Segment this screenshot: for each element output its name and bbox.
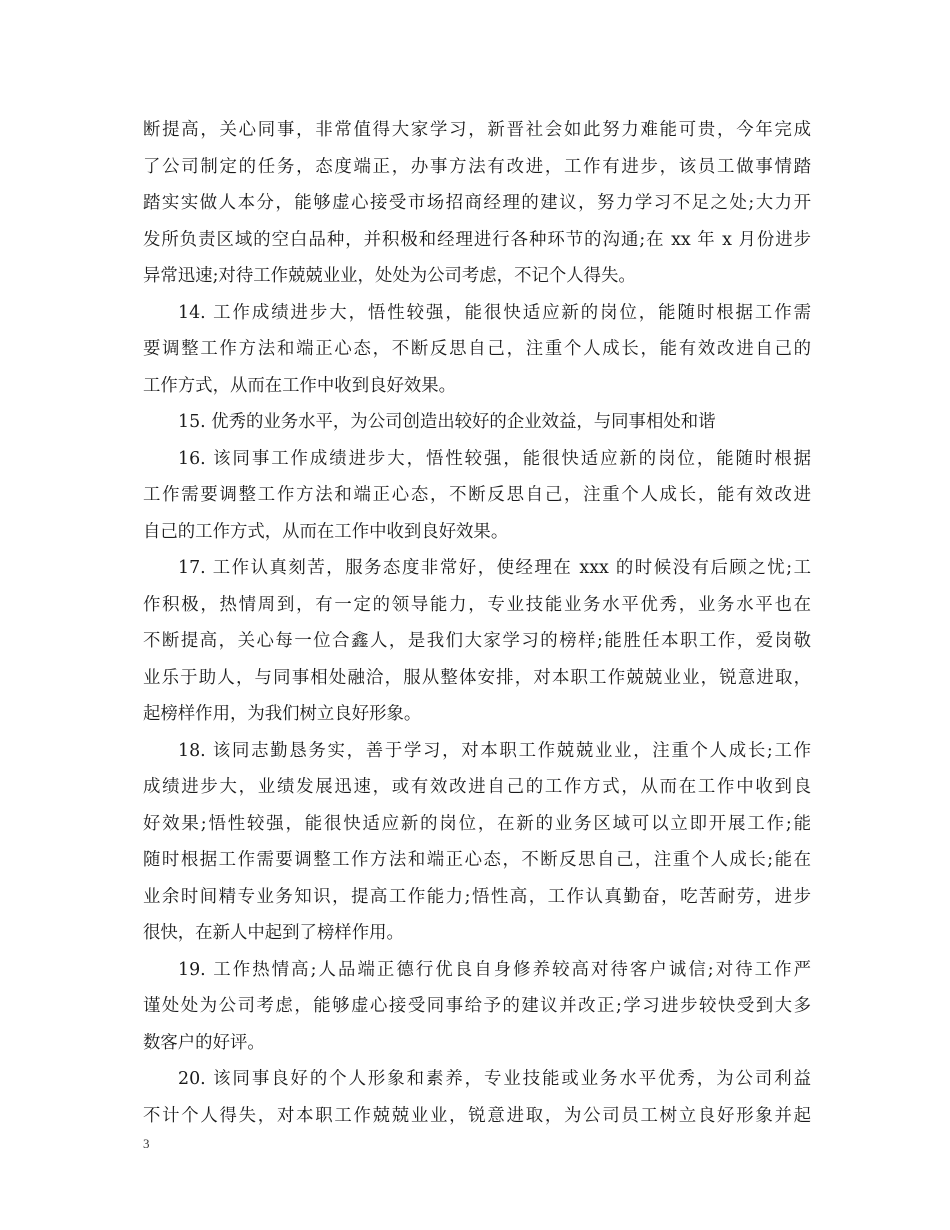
text-line: 要调整工作方法和端正心态，不断反思自己，注重个人成长，能有效改进自己的 [143,339,811,359]
text-line: 很快，在新人中起到了榜样作用。 [143,923,404,943]
text-line: 16. 该同事工作成绩进步大，悟性较强，能很快适应新的岗位，能随时根据 [178,448,811,469]
text-line: 断提高，关心同事，非常值得大家学习，新晋社会如此努力难能可贵，今年完成 [143,120,811,140]
text-line: 工作需要调整工作方法和端正心态，不断反思自己，注重个人成长，能有效改进 [143,485,811,505]
text-line: 踏实实做人本分，能够虚心接受市场招商经理的建议，努力学习不足之处;大力开 [143,193,811,213]
text-line: 发所负责区域的空白品种，并积极和经理进行各种环节的沟通;在 xx 年 x 月份进步 [143,229,811,250]
text-line: 业余时间精专业务知识，提高工作能力;悟性高，工作认真勤奋，吃苦耐劳，进步 [143,886,811,907]
text-line: 不计个人得失，对本职工作兢兢业业，锐意进取，为公司员工树立良好形象并起 [143,1105,811,1126]
text-line: 工作方式，从而在工作中收到良好效果。 [143,375,457,396]
text-line: 异常迅速;对待工作兢兢业业，处处为公司考虑，不记个人得失。 [143,266,636,286]
text-line: 19. 工作热情高;人品端正德行优良自身修养较高对待客户诚信;对待工作严 [178,959,811,980]
text-line: 18. 该同志勤恳务实，善于学习，对本职工作兢兢业业，注重个人成长;工作 [178,740,811,761]
document-body [143,112,811,1134]
text-line: 业乐于助人，与同事相处融洽，服从整体安排，对本职工作兢兢业业，锐意进取， [143,667,811,688]
text-line: 14. 工作成绩进步大，悟性较强，能很快适应新的岗位，能随时根据工作需 [178,302,811,323]
text-line: 20. 该同事良好的个人形象和素养，专业技能或业务水平优秀，为公司利益 [178,1069,811,1089]
text-line: 17. 工作认真刻苦，服务态度非常好，使经理在 xxx 的时候没有后顾之忧;工 [178,558,811,578]
text-line: 数客户的好评。 [143,1032,265,1053]
text-line: 好效果;悟性较强，能很快适应新的岗位，在新的业务区域可以立即开展工作;能 [143,813,811,834]
page-number: 3 [143,1136,150,1151]
text-line: 不断提高，关心每一位合鑫人，是我们大家学习的榜样;能胜任本职工作，爱岗敬 [143,631,811,651]
text-line: 15. 优秀的业务水平，为公司创造出较好的企业效益，与同事相处和谐 [178,412,716,432]
text-line: 随时根据工作需要调整工作方法和端正心态，不断反思自己，注重个人成长;能在 [143,850,811,870]
text-line: 自己的工作方式，从而在工作中收到良好效果。 [143,521,509,542]
text-line: 谨处处为公司考虑，能够虚心接受同事给予的建议并改正;学习进步较快受到大多 [143,996,811,1016]
text-line: 成绩进步大，业绩发展迅速，或有效改进自己的工作方式，从而在工作中收到良 [143,777,811,797]
text-line: 了公司制定的任务，态度端正，办事方法有改进，工作有进步，该员工做事情踏 [143,156,811,177]
text-line: 作积极，热情周到，有一定的领导能力，专业技能业务水平优秀，业务水平也在 [143,594,811,615]
text-line: 起榜样作用，为我们树立良好形象。 [143,704,422,724]
